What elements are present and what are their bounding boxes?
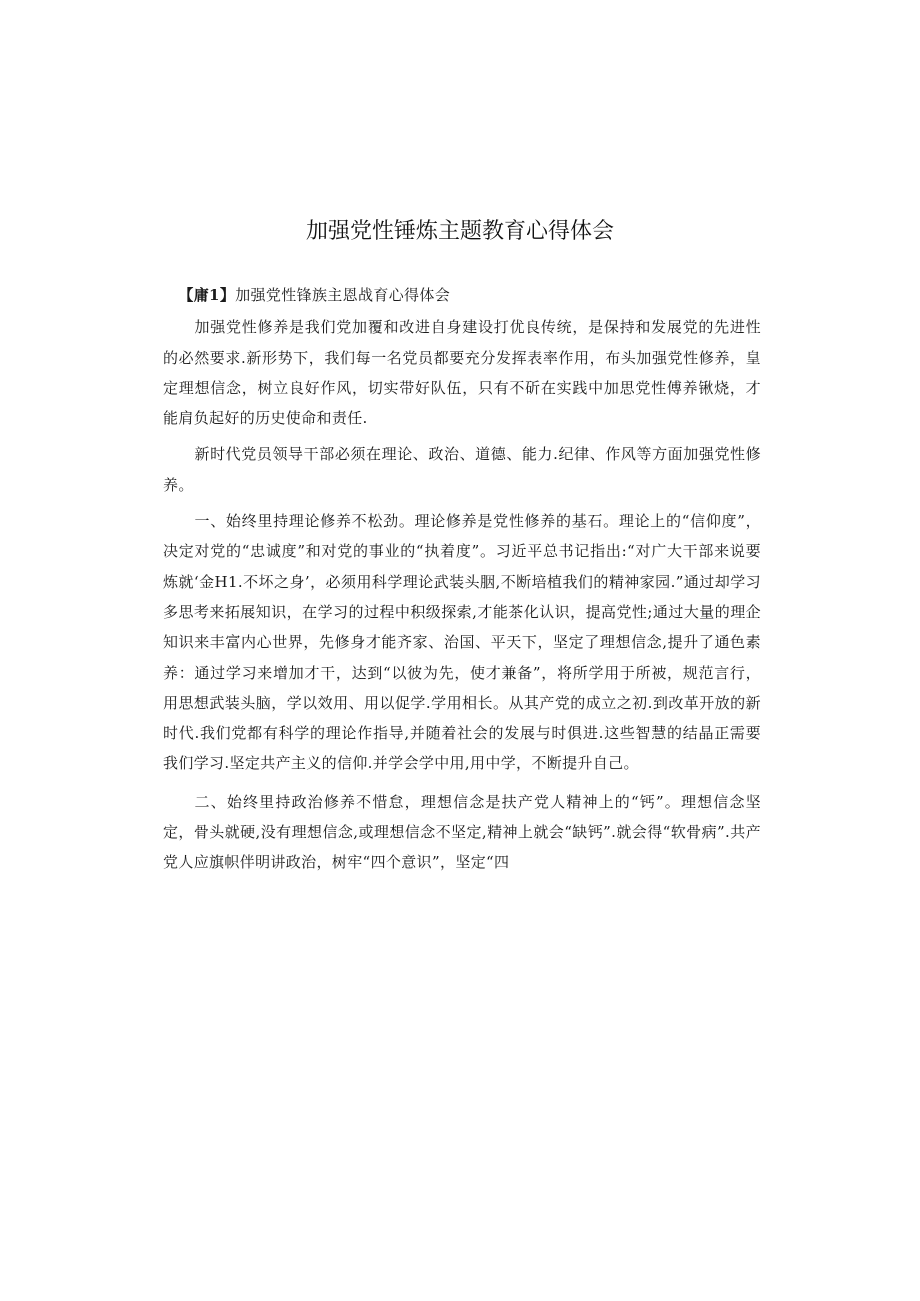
section-heading: [163, 280, 761, 310]
paragraph-theory: 一、始终里持理论修养不松劲。理论修养是党性修养的基石。理论上的“信仰度”，决定对党的“忠诚度”和对党的事业的“执着度”。习近平总书记指出:“对广大干部来说要炼就‘金H1.不坏之身’，必须用科学理论武装头胭,不断培植我们的精神家园.”通过却学习多思考来拓展知识，在学习的过程中积级探索,才能茶化认识，提高党性;通过大量的理企知识来丰富内心世界，先修身才能齐家、治国、平天下，坚定了理想信念,提升了通色素养：通过学习来增加才干，达到“以彼为先，使才兼备”，将所学用于所被，规范言行，用思想武装头脑，学以效用、用以促学.学用相长。从其产党的成立之初.到改革开放的新时代.我们党都有科学的理论作指导,并随着社会的发展与时俱进.这些智慧的结晶正需要我们学习.坚定共产主义的信仰.并学会学中用,用中学，不断提升自己。: [163, 512, 761, 773]
document-title: 加强党性锤炼主题教育心得体会: [305, 219, 614, 244]
section-label: 【庸1】: [178, 286, 236, 304]
paragraph-requirements: 新时代党员领导干部必须在理论、政治、道德、能力.纪律、作风等方面加强党性修养。: [163, 445, 761, 494]
document-body: [163, 280, 761, 878]
section-heading-text: 加强党性锋族主恩战育心得体会: [235, 286, 451, 304]
paragraph-intro: 加强党性修养是我们党加覆和改进自身建设打优良传统，是保持和发展党的先进性的必然要求.新形势下，我们每一名党员都要充分发挥表率作用，布头加强党性修养，皇定理想信念，树立良好作风，切实带好队伍，只有不斫在实践中加思党性傅养锹烧，才能肩负起好的历史使命和责任.: [163, 318, 761, 428]
paragraph-politics: 二、始终里持政治修养不惜怠，理想信念是扶产党人精神上的“钙”。理想信念坚定，骨头就硬,没有理想信念,或理想信念不坚定,精神上就会“缺钙”.就会得“软骨病”.共产党人应旗帜伴明讲政治，树牢“四个意识”，坚定“四: [163, 792, 761, 872]
